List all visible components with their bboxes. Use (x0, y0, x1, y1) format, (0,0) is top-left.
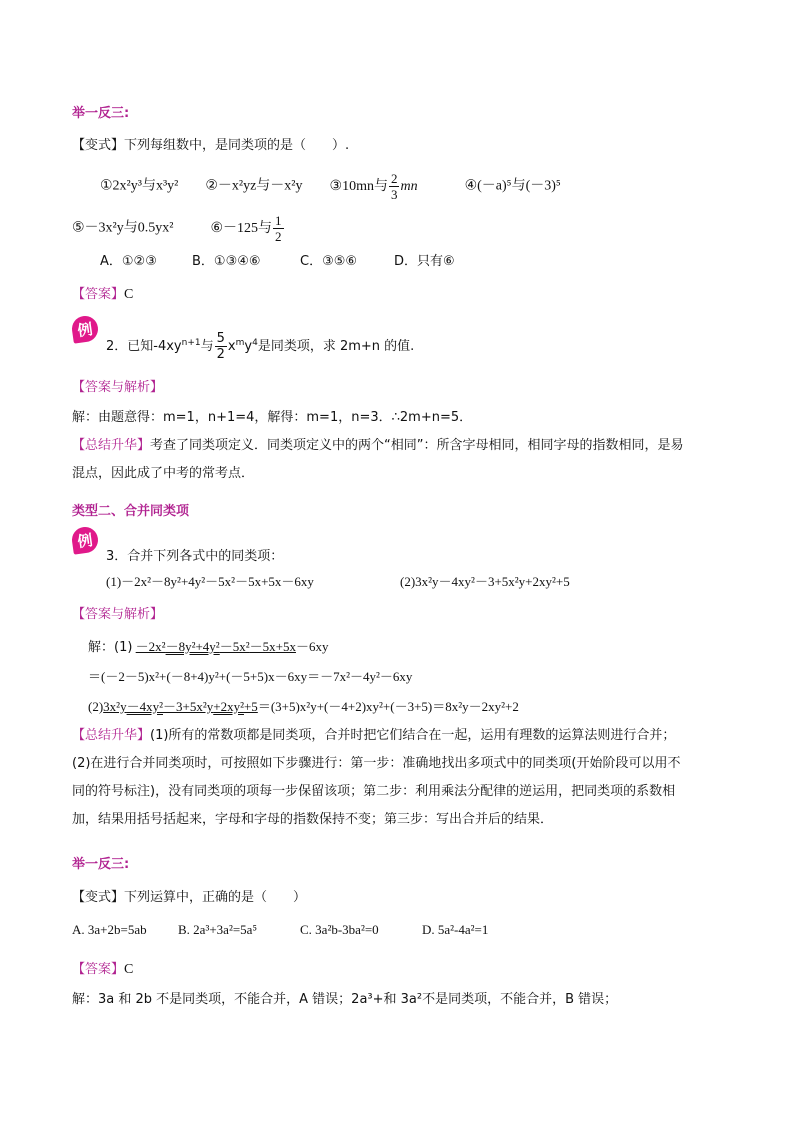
answer-analysis-text-2: 解：由题意得：m=1，n+1=4，解得：m=1，n=3．∴2m+n=5． (72, 410, 473, 425)
answer-value-2: C (124, 962, 134, 977)
variant-question-1 (72, 134, 349, 153)
answer-value: C (124, 287, 134, 302)
variant-question-2 (72, 886, 306, 905)
solution-line-3: (2)3x²y－4xy²－3+5x²y+2xy²+5＝(3+5)x²y+(－4+2)xy²+(－3+5)＝8x²y－2xy²+2 (88, 699, 519, 714)
summary-label-2: 【总结升华】 (72, 728, 151, 743)
option-2-c: C. 3a²b-3ba²=0 (300, 922, 379, 937)
item-2: ②－x²yz与－x²y (205, 178, 303, 194)
options-row-2 (72, 922, 488, 938)
summary-text-1: 考查了同类项定义．同类项定义中的两个“相同”：所含字母相同，相同字母的指数相同，是易混点，因此成了中考的常考点． (72, 438, 684, 481)
solution-line-2: ＝(－2－5)x²+(－8+4)y²+(－5+5)x－6xy＝－7x²－4y²－6xy (88, 669, 413, 684)
summary-2 (72, 722, 692, 834)
variant-label-2: 【变式】 (72, 890, 125, 905)
answer-label: 【答案】 (72, 287, 125, 302)
option-b: B．①③④⑥ (192, 254, 261, 269)
summary-1 (72, 432, 692, 488)
item-3-fraction: $\frac{2}{3}$ (390, 171, 398, 202)
option-c: C．③⑤⑥ (300, 254, 358, 269)
example-3-part-1: (1)－2x²－8y²+4y²－5x²－5x+5x－6xy (106, 574, 314, 589)
example-badge-3: 例 (70, 525, 99, 554)
option-2-b: B. 2a³+3a²=5a⁵ (178, 922, 257, 937)
item-4: ④(－a)⁵与(－3)⁵ (464, 178, 561, 194)
option-a: A．①②③ (100, 254, 157, 269)
option-d: D．只有⑥ (394, 254, 455, 269)
example-3-question: 3．合并下列各式中的同类项： (106, 549, 284, 564)
example-3-part-2: (2)3x²y－4xy²－3+5x²y+2xy²+5 (400, 574, 570, 589)
item-6: ⑥－125与 $\frac{1}{2}$ (210, 213, 282, 244)
variant-text: 下列每组数中，是同类项的是（ ）. (124, 138, 350, 153)
example-badge-2: 例 (70, 314, 99, 343)
answer-2 (72, 958, 133, 978)
type-2-title: 类型二、合并同类项 (72, 504, 190, 519)
example-2-question: 2．已知$-4xy^{n+1}$与 $\frac{5}{2}$ $x^my^4$是同类项，求 2m+n 的值. (106, 331, 415, 362)
variant-label: 【变式】 (72, 138, 125, 153)
answer-analysis-label-2: 【答案与解析】 (72, 380, 164, 395)
items-row-2 (72, 214, 285, 243)
item-5: ⑤－3x²y与0.5yx² (72, 220, 174, 236)
items-row-1 (100, 172, 561, 201)
variant-text-2: 下列运算中，正确的是（ ） (124, 890, 307, 905)
item-6-fraction: $\frac{1}{2}$ (275, 213, 282, 244)
section-title-1: 举一反三: (72, 106, 130, 121)
item-1: ①2x²y³与x³y² (100, 178, 179, 194)
options-row-1 (100, 250, 455, 269)
answer-1 (72, 283, 133, 303)
solution-line-1: 解：(1) －2x²－8y²+4y²－5x²－5x+5x－6xy (88, 639, 329, 655)
option-2-d: D. 5a²-4a²=1 (422, 922, 489, 937)
summary-text-2: (1)所有的常数项都是同类项，合并时把它们结合在一起，运用有理数的运算法则进行合并；(2)在进行合并同类项时，可按照如下步骤进行：第一步：准确地找出多项式中的同类项(开始阶段可以用不同的符号标注)，没有同类项的项每一步保留该项；第二步：利用乘法分配律的逆运用，把同类项的系数相加，结果用括号括起来，字母和字母的指数保持不变；第三步：写出合并后的结果． (72, 728, 681, 827)
item-3: ③10mn与 $\frac{2}{3}$ mn (329, 171, 418, 202)
summary-label-1: 【总结升华】 (72, 438, 151, 453)
option-2-a: A. 3a+2b=5ab (72, 922, 147, 937)
answer-label-2: 【答案】 (72, 962, 125, 977)
answer-analysis-label-3: 【答案与解析】 (72, 607, 164, 622)
explanation-2: 解：3a 和 2b 不是同类项，不能合并，A 错误；2a³+和 3a²不是同类项，不能合并，B 错误； (72, 992, 618, 1007)
section-title-2: 举一反三: (72, 857, 130, 872)
example-2-fraction: $\frac{5}{2}$ (216, 331, 225, 362)
